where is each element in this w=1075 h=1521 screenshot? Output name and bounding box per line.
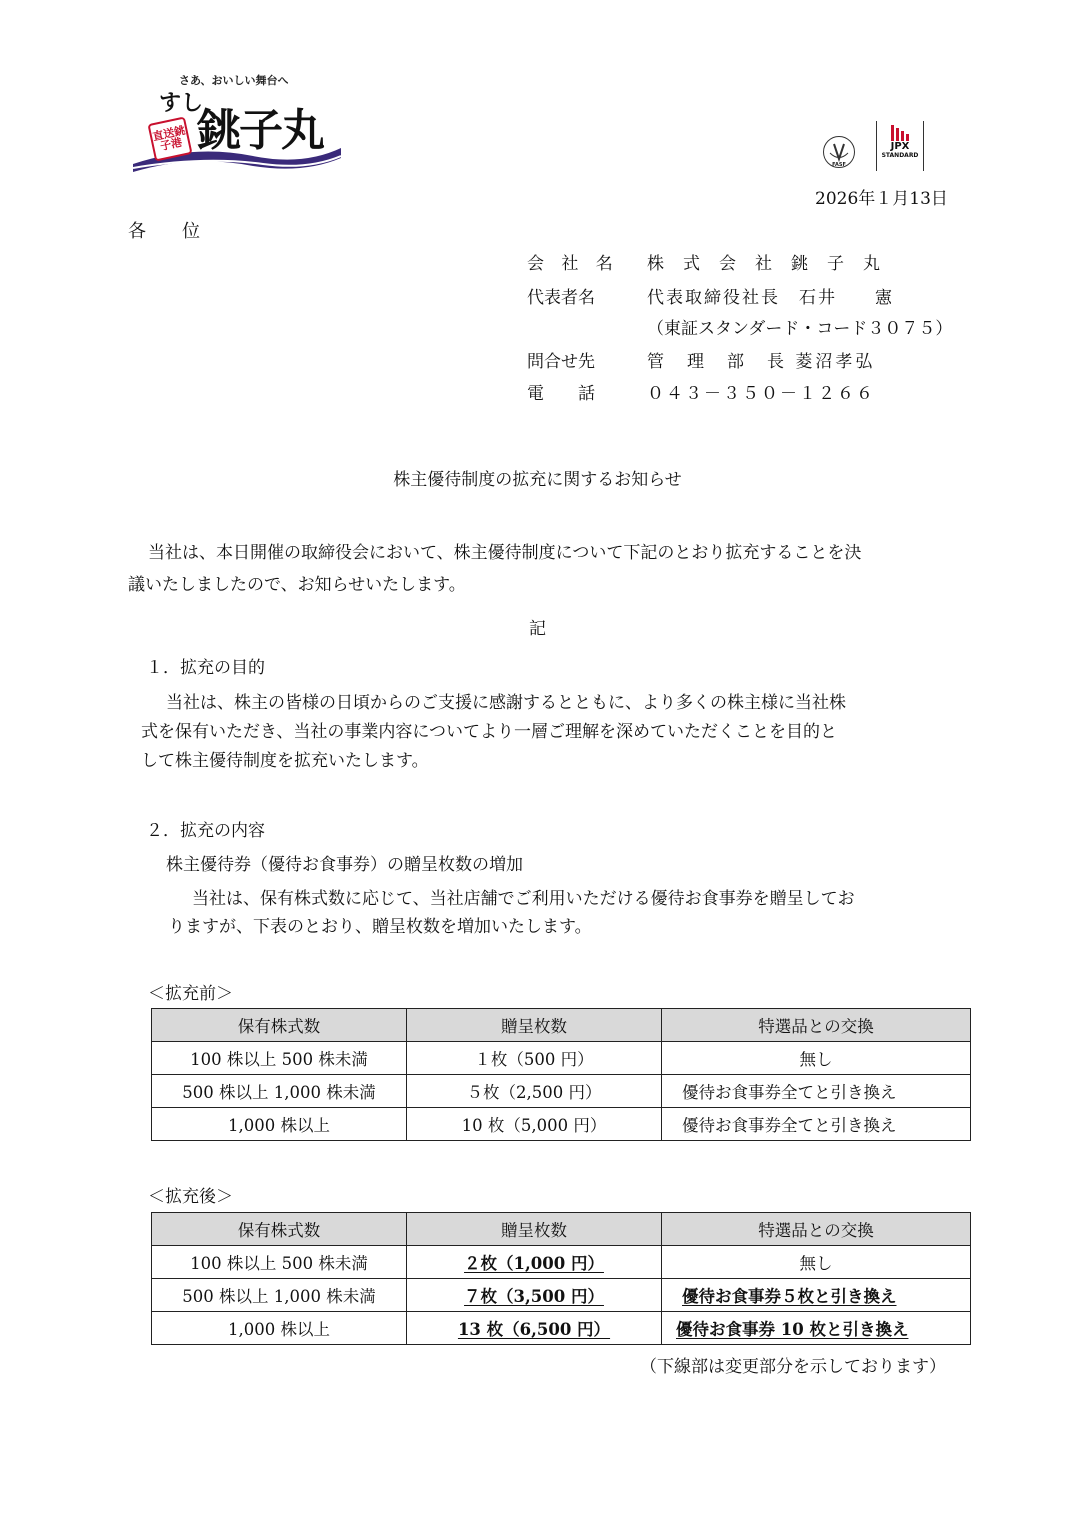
- table-row: 1,000 株以上 13 枚（6,500 円） 優待お食事券 10 枚と引き換え: [152, 1312, 971, 1345]
- svg-text:FASF: FASF: [832, 162, 846, 168]
- page-title: 株主優待制度の拡充に関するお知らせ: [393, 470, 682, 490]
- jpx-standard-badge: JPX STANDARD: [876, 121, 924, 171]
- intro-line-2: 議いたしましたので、お知らせいたします。: [128, 575, 466, 595]
- info-row-phone: 電 話 ０４３－３５０－１２６６: [527, 384, 875, 404]
- section2-heading: ２．拡充の内容: [146, 821, 265, 841]
- section2-line-2: りますが、下表のとおり、贈呈枚数を増加いたします。: [168, 917, 592, 937]
- section1-heading: １．拡充の目的: [146, 658, 265, 678]
- table-after-label: ＜拡充後＞: [148, 1187, 233, 1207]
- section2-line-1: 当社は、保有株式数に応じて、当社店舗でご利用いただける優待お食事券を贈呈してお: [192, 889, 855, 909]
- company-logo: [133, 72, 341, 172]
- document-date: 2026年１月13日: [815, 189, 948, 209]
- table-row: 500 株以上 1,000 株未満 ７枚（3,500 円） 優待お食事券５枚と引き換え: [152, 1279, 971, 1312]
- info-row-representative: 代表者名 代表取締役社長 石井 憲: [527, 288, 894, 308]
- info-row-company: 会 社 名 株 式 会 社 銚 子 丸: [527, 254, 881, 274]
- header-tickets: 贈呈枚数: [407, 1009, 662, 1042]
- table-before-label: ＜拡充前＞: [148, 984, 233, 1004]
- ki-mark: 記: [529, 619, 546, 639]
- logo-seal: 直送銚子港: [147, 116, 192, 161]
- logo-brand-text: 銚子丸: [197, 105, 323, 156]
- section2-subheading: 株主優待券（優待お食事券）の贈呈枚数の増加: [166, 855, 523, 875]
- header-exchange: 特選品との交換: [662, 1213, 971, 1246]
- table-row: 100 株以上 500 株未満 ２枚（1,000 円） 無し: [152, 1246, 971, 1279]
- table-header-row: [152, 1213, 971, 1246]
- logo-tagline: さあ、おいしい舞台へ: [179, 74, 289, 87]
- table-row: 500 株以上 1,000 株未満 ５枚（2,500 円） 優待お食事券全てと引き換え: [152, 1075, 971, 1108]
- table-after: [151, 1212, 971, 1345]
- jpx-bars-icon: [891, 125, 909, 141]
- changed-value: 優待お食事券 10 枚と引き換え: [676, 1320, 909, 1339]
- intro-line-1: 当社は、本日開催の取締役会において、株主優待制度について下記のとおり拡充することを決: [148, 543, 862, 563]
- header-shares: 保有株式数: [152, 1213, 407, 1246]
- header-tickets: 贈呈枚数: [407, 1213, 662, 1246]
- fasf-badge-icon: [822, 135, 856, 169]
- header-shares: 保有株式数: [152, 1009, 407, 1042]
- section1-line-3: して株主優待制度を拡充いたします。: [141, 751, 429, 771]
- section1-line-2: 式を保有いただき、当社の事業内容についてより一層ご理解を深めていただくことを目的と: [141, 722, 837, 742]
- underline-note: （下線部は変更部分を示しております）: [640, 1357, 946, 1377]
- header-exchange: 特選品との交換: [662, 1009, 971, 1042]
- changed-value: ２枚（1,000 円）: [464, 1254, 604, 1273]
- changed-value: 優待お食事券５枚と引き換え: [682, 1287, 897, 1306]
- table-row: 1,000 株以上 10 枚（5,000 円） 優待お食事券全てと引き換え: [152, 1108, 971, 1141]
- info-row-contact: 問合せ先 管 理 部 長 菱沼孝弘: [527, 352, 876, 372]
- table-header-row: [152, 1009, 971, 1042]
- changed-value: ７枚（3,500 円）: [464, 1287, 604, 1306]
- addressee: 各 位: [128, 221, 200, 242]
- table-before: [151, 1008, 971, 1141]
- logo-sushi-text: すし: [159, 91, 204, 116]
- changed-value: 13 枚（6,500 円）: [457, 1320, 611, 1339]
- section1-line-1: 当社は、株主の皆様の日頃からのご支援に感謝するとともに、より多くの株主様に当社株: [166, 693, 846, 713]
- table-row: 100 株以上 500 株未満 １枚（500 円） 無し: [152, 1042, 971, 1075]
- info-row-code: （東証スタンダード・コード３０７５）: [647, 319, 953, 339]
